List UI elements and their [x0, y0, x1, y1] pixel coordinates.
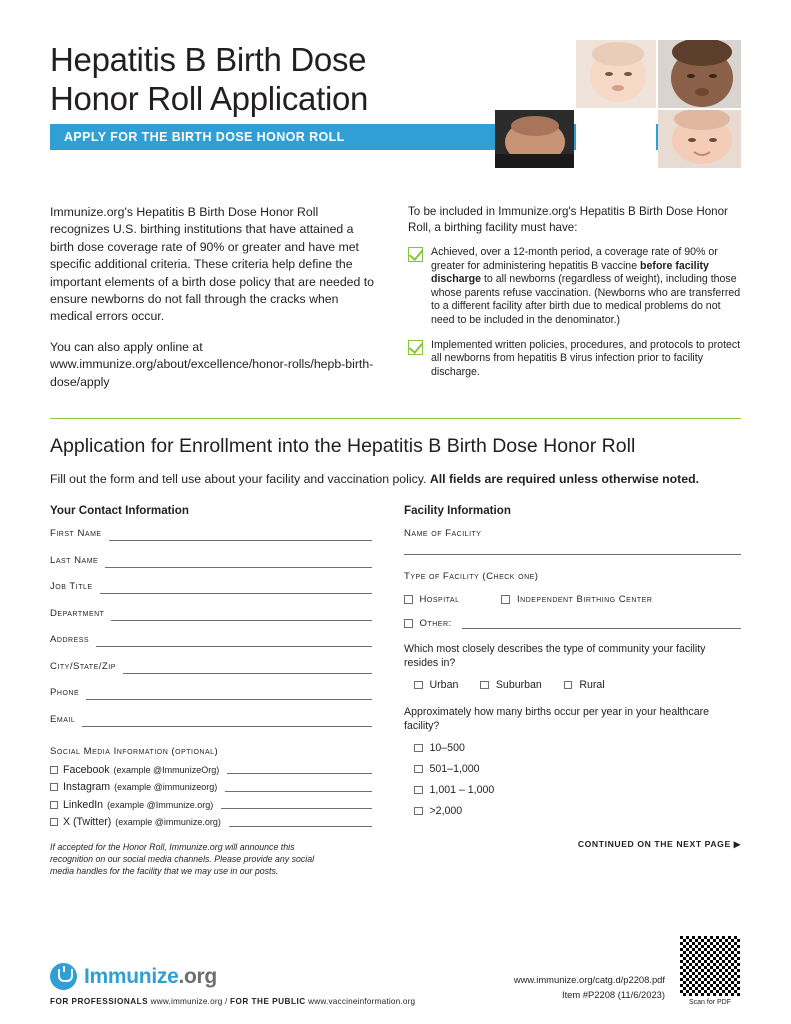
field-first-name[interactable]: [50, 528, 372, 541]
rural-label: Rural: [579, 679, 605, 692]
for-the-public-label: FOR THE PUBLIC: [229, 997, 306, 1006]
department-input[interactable]: [111, 609, 372, 621]
for-professionals-label: FOR PROFESSIONALS: [50, 997, 149, 1006]
facebook-example: (example @ImmunizeOrg): [113, 764, 220, 775]
photo-newborn-5: [658, 110, 741, 168]
births-option-1[interactable]: [414, 742, 741, 754]
intro-right-column: [408, 204, 741, 404]
instagram-handle-input[interactable]: [225, 783, 372, 792]
qr-caption: Scan for PDF: [688, 999, 731, 1006]
x-twitter-handle-input[interactable]: [229, 818, 372, 827]
intro-paragraph-2: You can also apply online at www.immunize.org/about/excellence/honor-rolls/hepb-birth-dose/apply: [50, 339, 374, 389]
criteria-text-part-1: Achieved, over a 12-month period, a coverage rate of 90% or greater for administering hepatitis B vaccine: [431, 246, 718, 272]
application-subheading-bold: All fields are required unless otherwise noted.: [429, 472, 700, 487]
page-title: [50, 40, 470, 118]
births-10-500-checkbox[interactable]: [414, 744, 423, 753]
x-twitter-label: X (Twitter): [63, 816, 112, 829]
births-option-4[interactable]: [414, 805, 741, 817]
checkmark-icon: [408, 247, 423, 262]
intro-paragraph-1: Immunize.org's Hepatitis B Birth Dose Honor Roll recognizes U.S. birthing institutions that have attained a birth dose coverage rate of 90% or greater and have met specific additional criteria. These criteria help define the important elements of a birth dose policy that are needed to ensure newborns do not fall through the cracks when medical errors occur.: [50, 205, 375, 324]
for-professionals-url[interactable]: www.immunize.org: [150, 997, 223, 1006]
field-label: Department: [50, 607, 105, 619]
instagram-label: Instagram: [63, 781, 111, 794]
criteria-item-text: [431, 246, 741, 328]
photo-newborn-4: [576, 110, 656, 168]
phone-input[interactable]: [86, 688, 372, 700]
photo-newborn-3: [495, 110, 574, 168]
intro-section: [50, 204, 741, 404]
linkedin-handle-input[interactable]: [221, 800, 372, 809]
hospital-checkbox[interactable]: [404, 595, 413, 604]
address-input[interactable]: [96, 635, 372, 647]
field-label: Last Name: [50, 554, 99, 566]
social-row-linkedin[interactable]: [50, 799, 372, 811]
urban-checkbox[interactable]: [414, 681, 423, 690]
photo-newborn-2: [658, 40, 741, 108]
criteria-text-part-2: to all newborns (regardless of weight), including those whose parents refuse vaccination. (Newborns who are transferred to a different facility after birth due to medical problems do not need to be included in the denominator.): [431, 273, 741, 326]
field-label: First Name: [50, 528, 102, 540]
document-footer: [50, 935, 741, 1006]
criteria-text-bold: before facility discharge: [431, 259, 709, 286]
footer-divider: /: [225, 997, 228, 1006]
community-question: Which most closely describes the type of community your facility resides in?: [404, 643, 706, 670]
header-photo-collage: [495, 40, 741, 168]
social-row-facebook[interactable]: [50, 764, 372, 776]
qr-code-icon[interactable]: [679, 935, 741, 997]
x-twitter-example: (example @immunize.org): [115, 817, 221, 828]
application-subheading-plain: Fill out the form and tell use about your facility and vaccination policy.: [50, 472, 430, 487]
intro-left-column: [50, 204, 374, 404]
suburban-checkbox[interactable]: [480, 681, 489, 690]
social-row-instagram[interactable]: [50, 781, 372, 793]
criteria-item: [408, 246, 741, 328]
facility-type-other-row: [404, 618, 741, 629]
brand-name-suffix: .org: [178, 964, 217, 988]
instagram-example: (example @immunizeorg): [114, 782, 218, 793]
section-banner-label: APPLY FOR THE BIRTH DOSE HONOR ROLL: [64, 130, 345, 144]
criteria-item-text: Implemented written policies, procedures, and protocols to protect all newborns from hepatitis B virus infection prior to facility discharge.: [431, 338, 741, 378]
linkedin-example: (example @Immunize.org): [107, 799, 214, 810]
field-label: Job Title: [50, 581, 93, 593]
births-over-2000-checkbox[interactable]: [414, 807, 423, 816]
form-columns: [50, 504, 741, 877]
last-name-input[interactable]: [105, 556, 372, 568]
field-label: Email: [50, 713, 76, 725]
field-label: Phone: [50, 687, 80, 699]
photo-newborn-5-image: [658, 110, 741, 168]
footer-links: [50, 997, 415, 1006]
field-label: Address: [50, 634, 90, 646]
rural-checkbox[interactable]: [564, 681, 573, 690]
linkedin-label: LinkedIn: [63, 798, 104, 811]
community-options: [404, 679, 741, 691]
field-address[interactable]: [50, 634, 372, 647]
births-501-1000-checkbox[interactable]: [414, 765, 423, 774]
facility-type-label: Type of Facility (Check one): [404, 571, 539, 583]
social-media-heading: Social Media Information (optional): [50, 745, 219, 757]
social-row-x-twitter[interactable]: [50, 816, 372, 828]
photo-newborn-3-image: [495, 110, 574, 168]
community-option-suburban[interactable]: [480, 679, 541, 691]
independent-birthing-center-label: Independent Birthing Center: [516, 594, 653, 606]
field-phone[interactable]: [50, 687, 372, 700]
urban-label: Urban: [429, 679, 459, 692]
section-divider: [50, 418, 741, 419]
births-501-1000-label: 501–1,000: [429, 763, 480, 776]
suburban-label: Suburban: [495, 679, 542, 692]
facebook-handle-input[interactable]: [227, 765, 372, 774]
brand-name: [84, 965, 217, 989]
qr-block: [679, 935, 741, 1006]
facebook-label: Facebook: [63, 763, 110, 776]
footer-right: [514, 935, 741, 1006]
hospital-label: Hospital: [419, 594, 460, 606]
facility-name-label: Name of Facility: [404, 528, 482, 540]
x-twitter-checkbox[interactable]: [50, 818, 58, 826]
births-10-500-label: 10–500: [429, 742, 465, 755]
births-1001-1000-label: 1,001 – 1,000: [429, 784, 495, 797]
page-title-line-2: Honor Roll Application: [50, 80, 369, 117]
for-the-public-url[interactable]: www.vaccineinformation.org: [308, 997, 416, 1006]
community-option-urban[interactable]: [414, 679, 458, 691]
facebook-checkbox[interactable]: [50, 766, 58, 774]
page-title-line-1: Hepatitis B Birth Dose: [50, 41, 367, 78]
brand-row: [50, 963, 415, 990]
photo-newborn-1-image: [576, 40, 656, 108]
email-input[interactable]: [82, 715, 372, 727]
field-job-title[interactable]: [50, 581, 372, 594]
city-state-zip-input[interactable]: [123, 662, 372, 674]
other-checkbox[interactable]: [404, 619, 413, 628]
field-email[interactable]: [50, 714, 372, 727]
photo-newborn-1: [576, 40, 656, 108]
first-name-input[interactable]: [109, 529, 372, 541]
application-heading: Application for Enrollment into the Hepatitis B Birth Dose Honor Roll: [50, 435, 636, 458]
contact-information-section: [50, 504, 372, 877]
births-over-2000-label: >2,000: [429, 805, 463, 818]
facility-information-section: [404, 504, 741, 877]
community-option-rural[interactable]: [564, 679, 605, 691]
births-1001-1000-checkbox[interactable]: [414, 786, 423, 795]
immunize-logo-icon: [50, 963, 77, 990]
document-header: [50, 40, 741, 188]
brand-block: [50, 963, 415, 1006]
facility-type-options: [404, 594, 741, 605]
births-option-3[interactable]: [414, 784, 741, 796]
contact-section-heading: Your Contact Information: [50, 504, 189, 518]
criteria-lead: To be included in Immunize.org's Hepatitis B Birth Dose Honor Roll, a birthing facility must have:: [408, 205, 728, 234]
social-media-note: If accepted for the Honor Roll, Immunize.org will announce this recognition on our social media channels. Please provide any social media handles for the facility that we may use in our posts.: [50, 842, 315, 877]
photo-newborn-2-image: [658, 40, 741, 108]
document-item-number: Item #P2208 (11/6/2023): [561, 989, 665, 1000]
independent-birthing-center-checkbox[interactable]: [501, 595, 510, 604]
facility-name-input[interactable]: [404, 544, 741, 555]
facility-section-heading: Facility Information: [404, 504, 511, 518]
field-city-state-zip[interactable]: [50, 661, 372, 674]
job-title-input[interactable]: [100, 582, 372, 594]
births-question: Approximately how many births occur per year in your healthcare facility?: [404, 706, 710, 733]
instagram-checkbox[interactable]: [50, 783, 58, 791]
field-label: City/State/Zip: [50, 660, 116, 672]
linkedin-checkbox[interactable]: [50, 801, 58, 809]
criteria-item: [408, 339, 741, 380]
photo-newborn-4-image: [576, 110, 656, 168]
brand-name-main: Immunize: [84, 964, 179, 988]
field-department[interactable]: [50, 608, 372, 621]
field-last-name[interactable]: [50, 555, 372, 568]
other-label: Other:: [419, 618, 452, 630]
other-input[interactable]: [462, 619, 741, 629]
checkmark-icon: [408, 340, 423, 355]
continued-note: CONTINUED ON THE NEXT PAGE ▶: [577, 839, 741, 850]
document-metadata: [514, 972, 665, 1006]
births-option-2[interactable]: [414, 763, 741, 775]
application-subheading: [50, 472, 741, 486]
document-url: www.immunize.org/catg.d/p2208.pdf: [513, 974, 665, 985]
births-options: [404, 742, 741, 817]
